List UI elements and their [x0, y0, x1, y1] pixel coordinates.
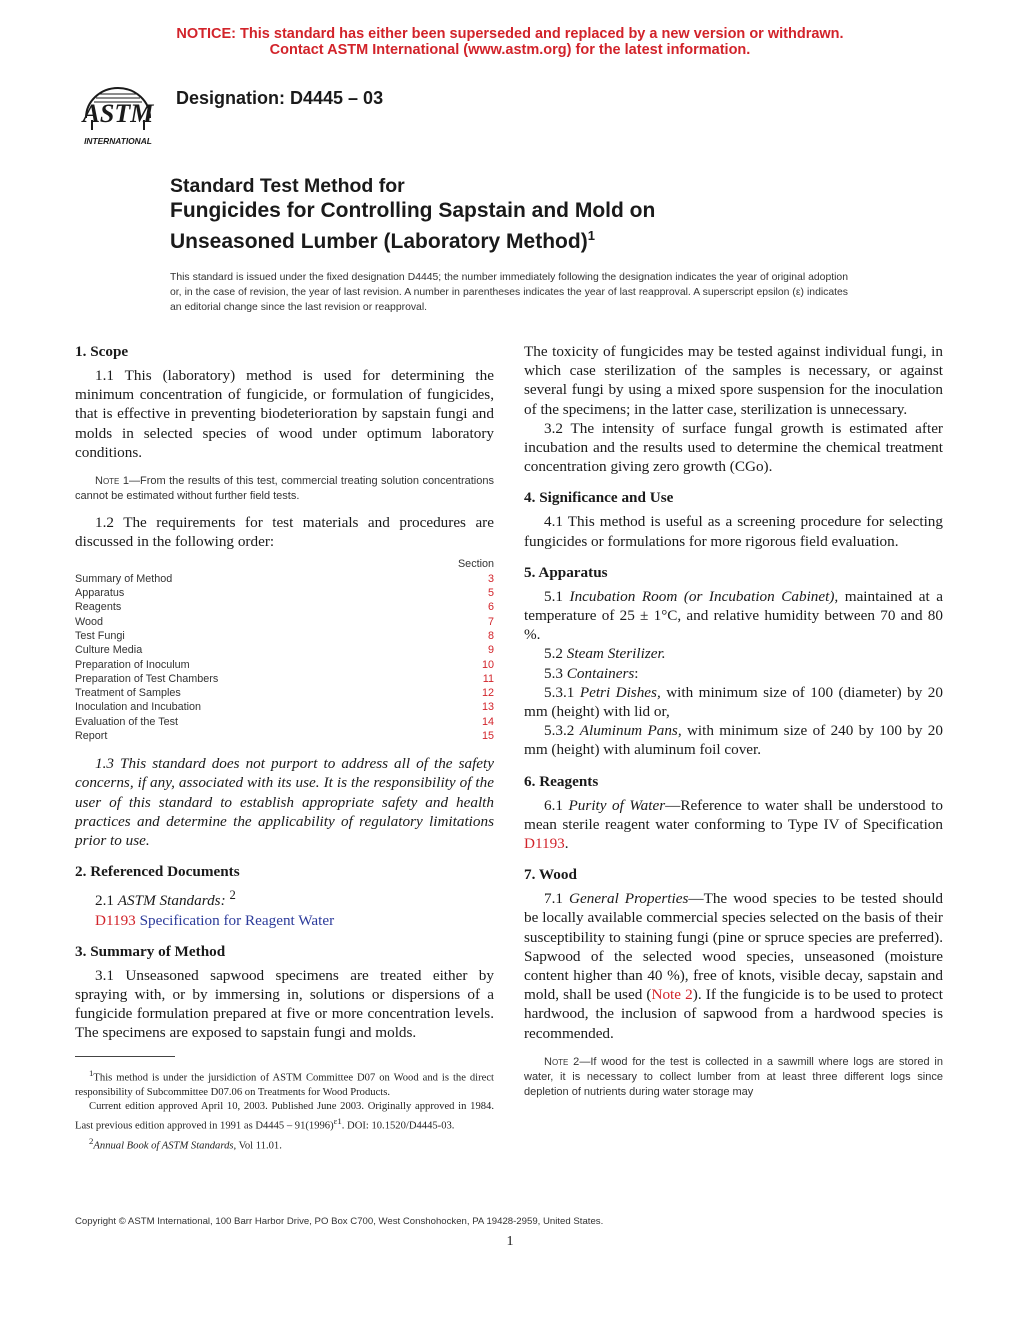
note-1-label: Note 1 [95, 475, 129, 488]
note-1-text: —From the results of this test, commercial treating solution concentrations cannot be estimated without further field tests. [75, 475, 494, 503]
astm-logo [76, 74, 160, 150]
right-column [524, 342, 943, 1100]
logo-mark-text: ASTM [82, 99, 154, 128]
para-5-1: 5.1 Incubation Room (or Incubation Cabinet), maintained at a temperature of 25 ± 1°C, and relative humidity between 70 and 80 %. [524, 587, 944, 644]
section-heading-referenced-documents: 2. Referenced Documents [75, 863, 240, 881]
reference-d1193[interactable] [75, 911, 494, 930]
left-column [75, 342, 494, 1043]
toc-row[interactable]: Evaluation of the Test 14 [75, 715, 494, 728]
section-heading-scope: 1. Scope [75, 343, 129, 360]
note-1 [75, 474, 494, 504]
page-number: 1 [506, 1234, 514, 1249]
toc-row[interactable]: Culture Media 9 [75, 644, 494, 657]
toc-row[interactable]: Summary of Method 3 [75, 572, 494, 585]
note-2-text: —If wood for the test is collected in a sawmill where logs are stored in water, it is necessary to collect lumber from at least three different logs since depletion of nutrients during water storage may [524, 1055, 943, 1098]
para-3-1: 3.1 Unseasoned sapwood specimens are treated either by spraying with, or by immersing in, solutions or dispersions of a fungicide formulation prepared at five or more concentration levels. The specimens are exposed to sapstain fungi and molds. [75, 966, 494, 1042]
footnote-1: $^1$This method is under the jursidiction of ASTM Committee D07 on Wood and is the direct responsibility of Subcommittee D07.06 on Treatments for Wood Products. [75, 1068, 494, 1098]
toc-row[interactable]: Report 15 [75, 729, 494, 742]
designation: Designation: D4445 – 03 [176, 88, 384, 108]
section-heading-significance: 4. Significance and Use [524, 489, 674, 507]
section-heading-summary: 3. Summary of Method [75, 942, 226, 960]
link-note-2[interactable]: Note 2 [651, 986, 693, 1004]
notice-banner [0, 26, 1020, 58]
para-5-3-2: 5.3.2 Aluminum Pans, with minimum size of 240 by 100 by 20 mm (height) with aluminum foil cover. [524, 722, 943, 759]
para-5-2: 5.2 Steam Sterilizer. [544, 645, 666, 663]
section-heading-wood: 7. Wood [524, 866, 577, 884]
para-5-3-1: 5.3.1 Petri Dishes, with minimum size of 100 (diameter) by 20 mm (height) with lid or, [524, 683, 943, 721]
issuance-statement: This standard is issued under the fixed designation D4445; the number immediately following the designation indicates the year of original adoption or, in the case of revision, the year of last revision. A number in parentheses indicates the year of last reapproval. A superscript epsilon (ε) indicates an editorial change since the last revision or reapproval. [170, 272, 848, 313]
para-3-1-continued: The toxicity of fungicides may be tested against individual fungi, in which case sterilization of the samples is necessary, or against several fungi by using a mixed spore suspension for the inoculation of the specimens; in the latter case, sterilization is unnecessary. [524, 343, 943, 418]
copyright: Copyright © ASTM International, 100 Barr Harbor Drive, PO Box C700, West Conshohocken, PA 19428-2959, United States. [75, 1216, 604, 1227]
notice-line-1: NOTICE: This standard has either been superseded and replaced by a new version or withdrawn. [176, 26, 844, 42]
document-title [170, 174, 655, 254]
para-2-1: 2.1 ASTM Standards: $^2$ [95, 888, 236, 910]
footnote-ref-2[interactable]: 2 [229, 888, 236, 903]
reference-code[interactable]: D1193 [95, 911, 136, 929]
para-1-3: 1.3 This standard does not purport to address all of the safety concerns, if any, associated with its use. It is the responsibility of the user of this standard to establish appropriate safety and health practices and determine the applicability of regulatory limitations prior to use. [75, 755, 494, 850]
note-2 [524, 1055, 943, 1100]
logo-sub-text: INTERNATIONAL [84, 136, 152, 146]
section-heading-reagents: 6. Reagents [524, 772, 599, 790]
para-6-1: 6.1 Purity of Water—Reference to water shall be understood to mean sterile reagent water conforming to Type IV of Specification D1193. [524, 796, 943, 853]
footnote-1-edition: Current edition approved April 10, 2003. Published June 2003. Originally approved in 1984. Last previous edition approved in 1991 as $D4445 - 91(1996)^{\varepsilon 1}$. DOI: 10.1520/D4445-03. [75, 1100, 494, 1132]
para-5-3: 5.3 Containers: [544, 664, 639, 682]
toc-header: Section [457, 558, 494, 571]
para-3-2: 3.2 The intensity of surface fungal growth is estimated after incubation and the results used to determine the chemical treatment concentration giving zero growth (CGo). [524, 419, 943, 476]
reference-title[interactable]: Specification for Reagent Water [139, 911, 335, 929]
title-line-2: Fungicides for Controlling Sapstain and Mold on [170, 199, 656, 222]
title-line-3: Unseasoned Lumber (Laboratory Method)$^1$ [170, 228, 595, 253]
para-4-1: 4.1 This method is useful as a screening procedure for selecting fungicides or formulations for more rigorous field evaluation. [524, 513, 943, 550]
toc-row[interactable]: Inoculation and Incubation 13 [75, 701, 494, 714]
title-line-1: Standard Test Method for [170, 175, 405, 197]
toc-row[interactable]: Test Fungi 8 [75, 629, 494, 642]
para-1-2: 1.2 The requirements for test materials and procedures are discussed in the following order: [75, 514, 494, 551]
toc-row[interactable]: Wood 7 [75, 615, 494, 628]
toc-row[interactable]: Treatment of Samples 12 [75, 687, 494, 700]
notice-line-2: Contact ASTM International (www.astm.org) for the latest information. [269, 42, 751, 58]
para-7-1: 7.1 General Properties—The wood species to be tested should be locally available commercial species selected on the basis of their susceptibility to staining fungi (pine or spruce species are preferred). Sapwood of the selected wood species, unseasoned (moisture content higher than 40 %), free of knots, visible decay, sapstain and mold, shall be used (Note 2). If the fungicide is to be used to protect hardwood, the inclusion of sapwood from a hardwood species is recommended. [524, 890, 944, 1042]
title-footnote-ref[interactable]: 1 [587, 228, 595, 243]
link-d1193[interactable]: D1193 [524, 835, 565, 853]
para-1-1: 1.1 This (laboratory) method is used for determining the minimum concentration of fungicide, or formulation of fungicides, that is effective in preventing biodeterioration by sapstain fungi and molds in selected species of wood under optimum laboratory conditions. [75, 367, 494, 461]
section-heading-apparatus: 5. Apparatus [524, 563, 608, 581]
note-2-label: Note 2 [544, 1055, 580, 1068]
footnote-2: $^2$Annual Book of ASTM Standards, Vol 11.01. [89, 1135, 282, 1152]
footnotes [75, 1066, 494, 1154]
section-table [75, 557, 494, 743]
toc-row[interactable]: Preparation of Test Chambers 11 [75, 672, 494, 685]
toc-row[interactable]: Apparatus 5 [75, 587, 494, 600]
toc-row[interactable]: Preparation of Inoculum 10 [75, 658, 494, 671]
toc-row[interactable]: Reagents 6 [75, 601, 494, 614]
footnote-rule [75, 1056, 175, 1057]
